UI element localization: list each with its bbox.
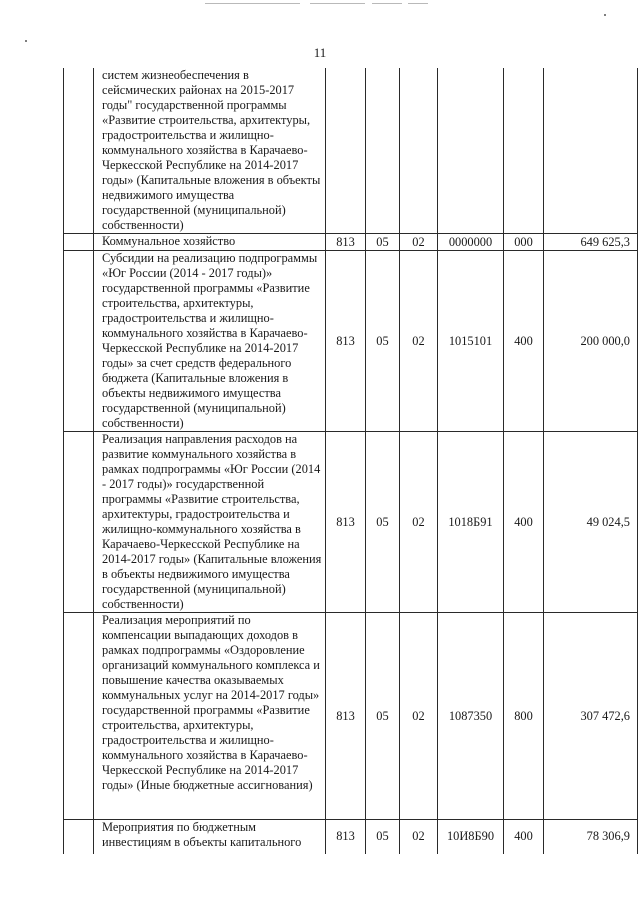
- ministry-code-cell: 813: [326, 234, 366, 251]
- section-code-cell: 05: [366, 432, 400, 613]
- section-code-cell: 05: [366, 613, 400, 820]
- row-number-cell: [64, 234, 94, 251]
- amount-cell: 49 024,5: [544, 432, 638, 613]
- section-code-cell: 05: [366, 820, 400, 854]
- expense-name-cell: Реализация направления расходов на развитие коммунального хозяйства в рамках подпрограммы «Юг России (2014 - 2017 годы)» государственной программы «Развитие строительства, архитектуры, градостроительства и жилищно-коммунального хозяйства в Карачаево-Черкесской Республике на 2014-2017 годы» (Капитальные вложения в объекты недвижимого имущества государственной (муниципальной) собственности): [94, 432, 326, 613]
- section-code-cell: 05: [366, 234, 400, 251]
- ministry-code-cell: 813: [326, 432, 366, 613]
- scan-artifact-line: [310, 3, 365, 4]
- section-code-cell: [366, 68, 400, 234]
- ministry-code-cell: [326, 68, 366, 234]
- subsection-code-cell: 02: [400, 613, 438, 820]
- scan-artifact-line: [372, 3, 402, 4]
- target-code-cell: 0000000: [438, 234, 504, 251]
- table-row: [64, 432, 638, 613]
- row-number-cell: [64, 613, 94, 820]
- table-row: [64, 613, 638, 820]
- amount-cell: [544, 68, 638, 234]
- amount-cell: 200 000,0: [544, 251, 638, 432]
- page-number: 11: [313, 45, 327, 60]
- amount-cell: 78 306,9: [544, 820, 638, 854]
- scan-artifact-line: [408, 3, 428, 4]
- subsection-code-cell: 02: [400, 234, 438, 251]
- table-row: [64, 234, 638, 251]
- subsection-code-cell: 02: [400, 820, 438, 854]
- scan-artifact-dot: [25, 40, 27, 42]
- target-code-cell: 1015101: [438, 251, 504, 432]
- ministry-code-cell: 813: [326, 251, 366, 432]
- expense-type-cell: [504, 68, 544, 234]
- target-code-cell: 10И8Б90: [438, 820, 504, 854]
- amount-cell: 649 625,3: [544, 234, 638, 251]
- expense-type-cell: 400: [504, 820, 544, 854]
- row-number-cell: [64, 432, 94, 613]
- ministry-code-cell: 813: [326, 613, 366, 820]
- expense-name-cell: Субсидии на реализацию подпрограммы «Юг России (2014 - 2017 годы)» государственной программы «Развитие строительства, архитектуры, градостроительства и жилищно-коммунального хозяйства в Карачаево-Черкесской Республике на 2014-2017 годы» за счет средств федерального бюджета (Капитальные вложения в объекты недвижимого имущества государственной (муниципальной) собственности): [94, 251, 326, 432]
- scan-artifact-dot: [604, 14, 606, 16]
- table-row: [64, 68, 638, 234]
- ministry-code-cell: 813: [326, 820, 366, 854]
- subsection-code-cell: 02: [400, 251, 438, 432]
- target-code-cell: [438, 68, 504, 234]
- expense-type-cell: 800: [504, 613, 544, 820]
- row-number-cell: [64, 251, 94, 432]
- section-code-cell: 05: [366, 251, 400, 432]
- subsection-code-cell: 02: [400, 432, 438, 613]
- target-code-cell: 1087350: [438, 613, 504, 820]
- row-number-cell: [64, 68, 94, 234]
- row-number-cell: [64, 820, 94, 854]
- scan-artifact-line: [205, 3, 300, 4]
- expense-name-cell: Коммунальное хозяйство: [94, 234, 326, 251]
- table-row: [64, 251, 638, 432]
- expense-type-cell: 400: [504, 251, 544, 432]
- expense-name-cell: Реализация мероприятий по компенсации выпадающих доходов в рамках подпрограммы «Оздоровление организаций коммунального комплекса и повышение качества оказываемых коммунальных услуг на 2014-2017 годы» государственной программы «Развитие строительства, архитектуры, градостроительства и жилищно-коммунального хозяйства в Карачаево-Черкесской Республике на 2014-2017 годы» (Иные бюджетные ассигнования): [94, 613, 326, 820]
- subsection-code-cell: [400, 68, 438, 234]
- expense-type-cell: 400: [504, 432, 544, 613]
- expense-type-cell: 000: [504, 234, 544, 251]
- target-code-cell: 1018Б91: [438, 432, 504, 613]
- table-row: [64, 820, 638, 854]
- expense-name-cell: Мероприятия по бюджетным инвестициям в объекты капитального: [94, 820, 326, 854]
- expense-name-cell: систем жизнеобеспечения в сейсмических районах на 2015-2017 годы" государственной программы «Развитие строительства, архитектуры, градостроительства и жилищно-коммунального хозяйства в Карачаево-Черкесской Республике на 2014-2017 годы» (Капитальные вложения в объекты недвижимого имущества государственной (муниципальной) собственности): [94, 68, 326, 234]
- amount-cell: 307 472,6: [544, 613, 638, 820]
- budget-table: [63, 68, 638, 854]
